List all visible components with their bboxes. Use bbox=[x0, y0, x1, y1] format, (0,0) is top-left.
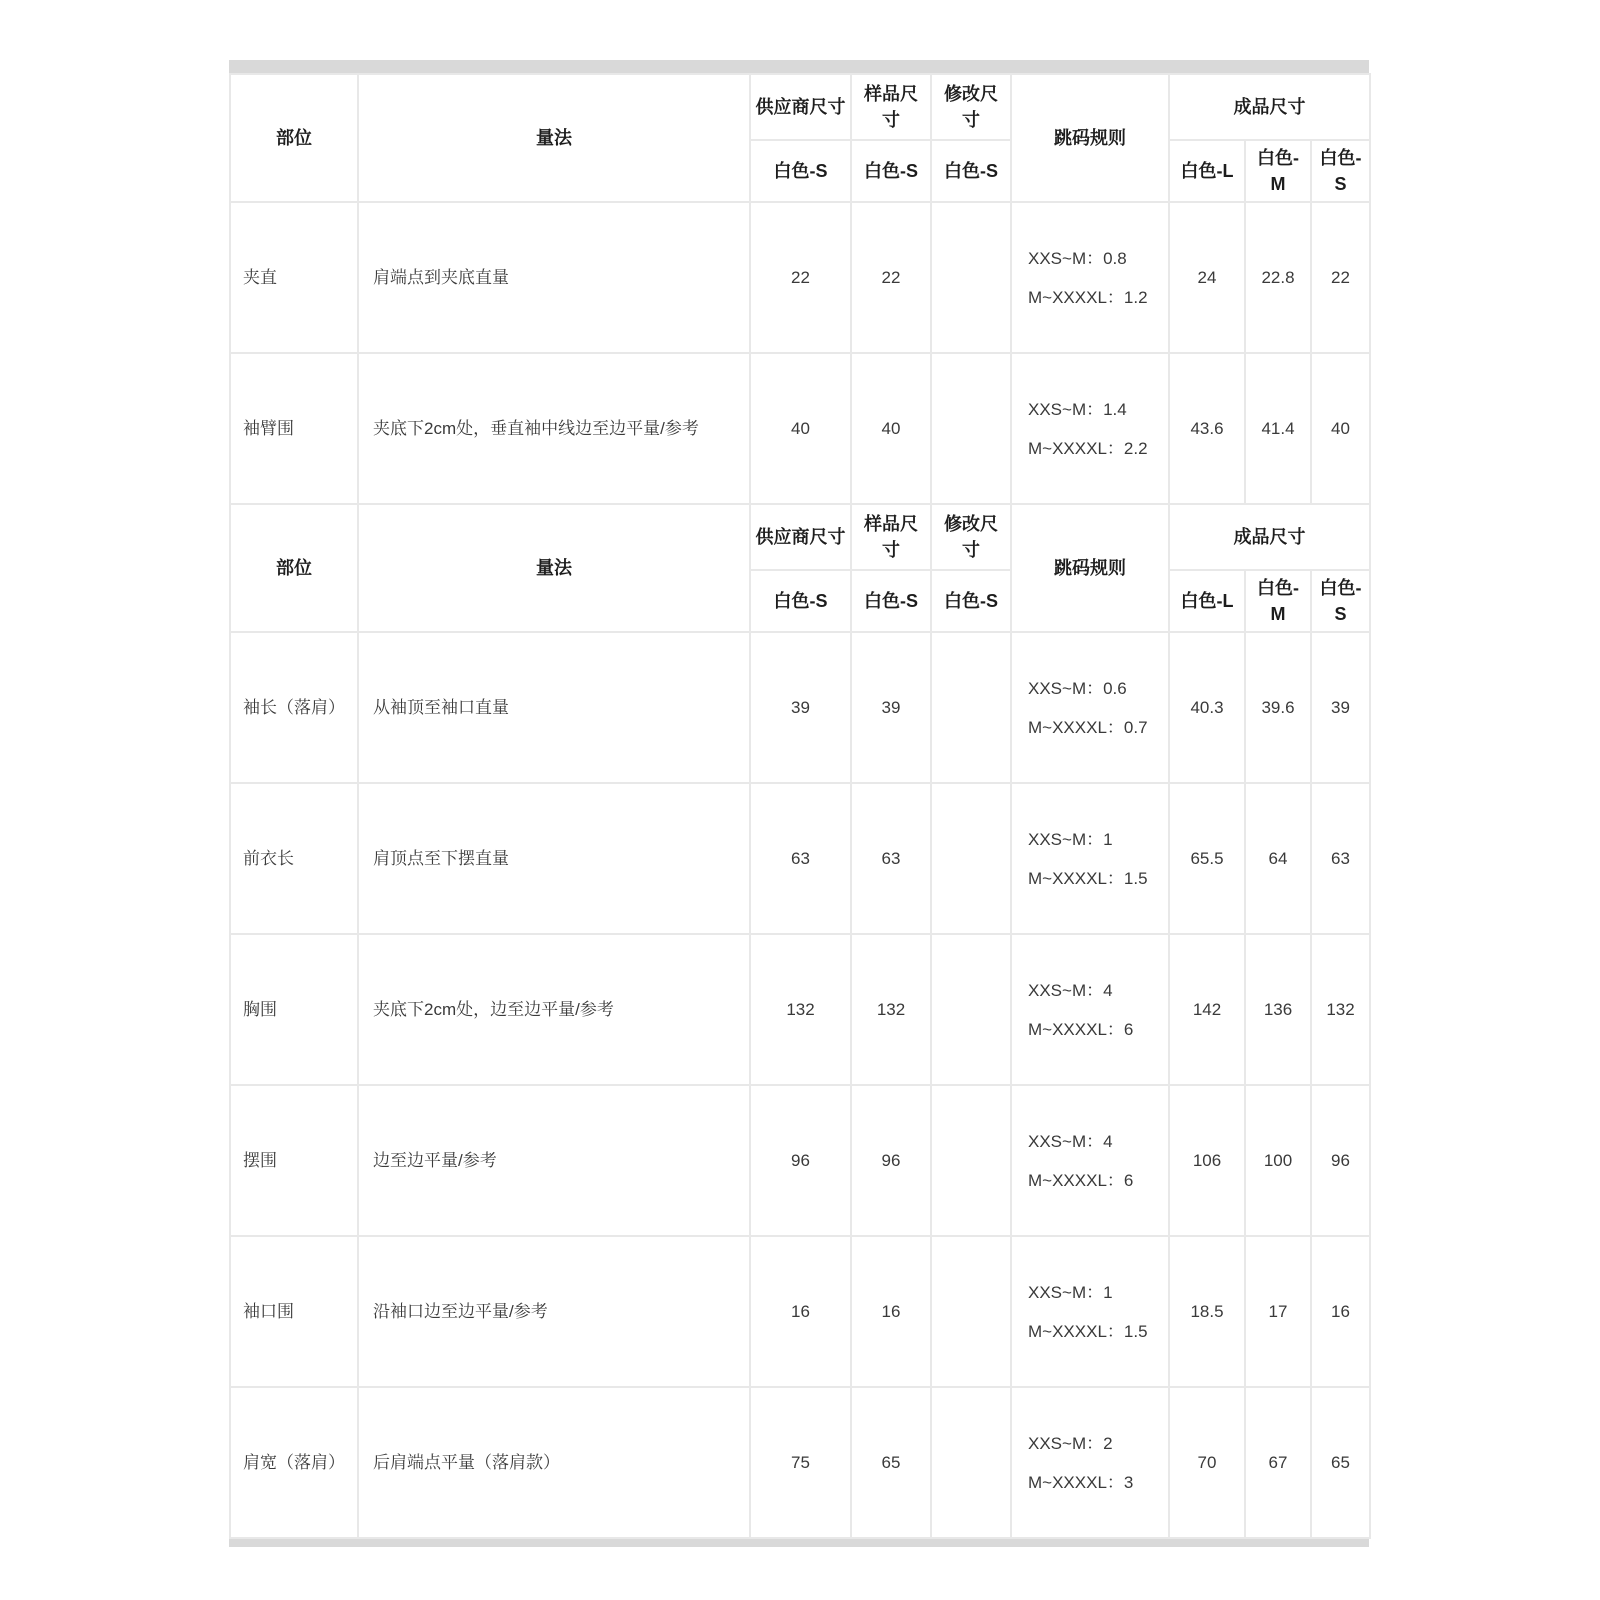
cell-grading-rule bbox=[1011, 1387, 1169, 1538]
table-row bbox=[230, 1236, 1370, 1387]
cell-method: 肩端点到夹底直量 bbox=[358, 202, 750, 353]
col-header-part: 部位 bbox=[230, 504, 358, 632]
grading-rule-line: XXS~M：0.8 bbox=[1028, 248, 1127, 268]
cell-sample-size: 65 bbox=[851, 1387, 931, 1538]
col-subheader-supplier-white-s: 白色-S bbox=[750, 570, 851, 632]
cell-part: 摆围 bbox=[230, 1085, 358, 1236]
cell-supplier-size: 96 bbox=[750, 1085, 851, 1236]
grading-rule-line: M~XXXXL：2.2 bbox=[1028, 438, 1148, 458]
grading-rule-line: M~XXXXL：0.7 bbox=[1028, 717, 1148, 737]
cell-finished-s: 22 bbox=[1311, 202, 1370, 353]
cell-grading-rule bbox=[1011, 1236, 1169, 1387]
cell-finished-l: 142 bbox=[1169, 934, 1245, 1085]
cell-finished-m: 39.6 bbox=[1245, 632, 1311, 783]
col-header-modify-size: 修改尺寸 bbox=[931, 504, 1011, 570]
col-subheader-finished-white-s: 白色-S bbox=[1311, 140, 1370, 202]
cell-method: 夹底下2cm处，垂直袖中线边至边平量/参考 bbox=[358, 353, 750, 504]
cell-finished-l: 43.6 bbox=[1169, 353, 1245, 504]
cell-finished-s: 132 bbox=[1311, 934, 1370, 1085]
header-row-1 bbox=[230, 504, 1370, 570]
cell-finished-s: 65 bbox=[1311, 1387, 1370, 1538]
grading-rule-line: XXS~M：1 bbox=[1028, 829, 1113, 849]
grading-rule-line: XXS~M：0.6 bbox=[1028, 678, 1127, 698]
col-subheader-finished-white-m: 白色-M bbox=[1245, 140, 1311, 202]
cell-method: 夹底下2cm处，边至边平量/参考 bbox=[358, 934, 750, 1085]
col-header-supplier-size: 供应商尺寸 bbox=[750, 504, 851, 570]
col-header-grading-rule: 跳码规则 bbox=[1011, 74, 1169, 202]
cell-part: 袖臂围 bbox=[230, 353, 358, 504]
cell-part: 袖口围 bbox=[230, 1236, 358, 1387]
cell-finished-m: 100 bbox=[1245, 1085, 1311, 1236]
table-row bbox=[230, 632, 1370, 783]
col-header-sample-size: 样品尺寸 bbox=[851, 504, 931, 570]
cell-sample-size: 22 bbox=[851, 202, 931, 353]
cell-finished-s: 96 bbox=[1311, 1085, 1370, 1236]
grading-rule-line: XXS~M：4 bbox=[1028, 980, 1113, 1000]
cell-supplier-size: 22 bbox=[750, 202, 851, 353]
cell-grading-rule bbox=[1011, 202, 1169, 353]
cell-grading-rule bbox=[1011, 353, 1169, 504]
grading-rule-line: M~XXXXL：1.5 bbox=[1028, 868, 1148, 888]
table-row bbox=[230, 783, 1370, 934]
table-top-strip bbox=[229, 60, 1369, 73]
col-subheader-modify-white-s: 白色-S bbox=[931, 570, 1011, 632]
cell-finished-l: 18.5 bbox=[1169, 1236, 1245, 1387]
cell-finished-m: 136 bbox=[1245, 934, 1311, 1085]
cell-supplier-size: 39 bbox=[750, 632, 851, 783]
cell-grading-rule bbox=[1011, 783, 1169, 934]
cell-supplier-size: 132 bbox=[750, 934, 851, 1085]
cell-sample-size: 63 bbox=[851, 783, 931, 934]
col-subheader-finished-white-s: 白色-S bbox=[1311, 570, 1370, 632]
cell-finished-l: 24 bbox=[1169, 202, 1245, 353]
cell-finished-m: 64 bbox=[1245, 783, 1311, 934]
cell-finished-l: 65.5 bbox=[1169, 783, 1245, 934]
grading-rule-line: XXS~M：4 bbox=[1028, 1131, 1113, 1151]
col-header-method: 量法 bbox=[358, 74, 750, 202]
cell-finished-l: 106 bbox=[1169, 1085, 1245, 1236]
table-row bbox=[230, 1387, 1370, 1538]
col-subheader-sample-white-s: 白色-S bbox=[851, 140, 931, 202]
cell-sample-size: 40 bbox=[851, 353, 931, 504]
cell-part: 胸围 bbox=[230, 934, 358, 1085]
cell-sample-size: 39 bbox=[851, 632, 931, 783]
cell-modify-size bbox=[931, 783, 1011, 934]
header-row-1 bbox=[230, 74, 1370, 140]
cell-supplier-size: 63 bbox=[750, 783, 851, 934]
cell-part: 前衣长 bbox=[230, 783, 358, 934]
cell-grading-rule bbox=[1011, 1085, 1169, 1236]
cell-finished-s: 39 bbox=[1311, 632, 1370, 783]
cell-modify-size bbox=[931, 1085, 1011, 1236]
col-subheader-finished-white-l: 白色-L bbox=[1169, 140, 1245, 202]
cell-supplier-size: 75 bbox=[750, 1387, 851, 1538]
cell-finished-s: 40 bbox=[1311, 353, 1370, 504]
cell-method: 边至边平量/参考 bbox=[358, 1085, 750, 1236]
cell-finished-m: 17 bbox=[1245, 1236, 1311, 1387]
grading-rule-line: XXS~M：2 bbox=[1028, 1433, 1113, 1453]
table-row bbox=[230, 353, 1370, 504]
cell-part: 肩宽（落肩） bbox=[230, 1387, 358, 1538]
cell-method: 后肩端点平量（落肩款） bbox=[358, 1387, 750, 1538]
table-row bbox=[230, 202, 1370, 353]
cell-supplier-size: 16 bbox=[750, 1236, 851, 1387]
col-header-modify-size: 修改尺寸 bbox=[931, 74, 1011, 140]
cell-method: 肩顶点至下摆直量 bbox=[358, 783, 750, 934]
cell-finished-s: 16 bbox=[1311, 1236, 1370, 1387]
cell-method: 沿袖口边至边平量/参考 bbox=[358, 1236, 750, 1387]
col-header-finished-size: 成品尺寸 bbox=[1169, 74, 1370, 140]
table-row bbox=[230, 1085, 1370, 1236]
table-bottom-strip bbox=[229, 1539, 1369, 1547]
cell-modify-size bbox=[931, 353, 1011, 504]
cell-modify-size bbox=[931, 1236, 1011, 1387]
cell-modify-size bbox=[931, 202, 1011, 353]
col-header-sample-size: 样品尺寸 bbox=[851, 74, 931, 140]
col-header-part: 部位 bbox=[230, 74, 358, 202]
col-header-supplier-size: 供应商尺寸 bbox=[750, 74, 851, 140]
cell-sample-size: 132 bbox=[851, 934, 931, 1085]
cell-finished-m: 22.8 bbox=[1245, 202, 1311, 353]
cell-finished-l: 70 bbox=[1169, 1387, 1245, 1538]
cell-part: 夹直 bbox=[230, 202, 358, 353]
cell-supplier-size: 40 bbox=[750, 353, 851, 504]
grading-rule-line: M~XXXXL：6 bbox=[1028, 1170, 1134, 1190]
grading-rule-line: XXS~M：1 bbox=[1028, 1282, 1113, 1302]
cell-sample-size: 16 bbox=[851, 1236, 931, 1387]
cell-finished-l: 40.3 bbox=[1169, 632, 1245, 783]
cell-finished-m: 41.4 bbox=[1245, 353, 1311, 504]
size-spec-table bbox=[229, 60, 1369, 1547]
cell-grading-rule bbox=[1011, 934, 1169, 1085]
grading-rule-line: M~XXXXL：3 bbox=[1028, 1472, 1134, 1492]
grading-rule-line: XXS~M：1.4 bbox=[1028, 399, 1127, 419]
cell-finished-m: 67 bbox=[1245, 1387, 1311, 1538]
col-subheader-modify-white-s: 白色-S bbox=[931, 140, 1011, 202]
col-header-finished-size: 成品尺寸 bbox=[1169, 504, 1370, 570]
grading-rule-line: M~XXXXL：1.2 bbox=[1028, 287, 1148, 307]
cell-sample-size: 96 bbox=[851, 1085, 931, 1236]
col-subheader-sample-white-s: 白色-S bbox=[851, 570, 931, 632]
spec-table bbox=[229, 73, 1371, 1539]
cell-modify-size bbox=[931, 934, 1011, 1085]
grading-rule-line: M~XXXXL：1.5 bbox=[1028, 1321, 1148, 1341]
table-row bbox=[230, 934, 1370, 1085]
col-subheader-finished-white-l: 白色-L bbox=[1169, 570, 1245, 632]
cell-part: 袖长（落肩） bbox=[230, 632, 358, 783]
col-header-grading-rule: 跳码规则 bbox=[1011, 504, 1169, 632]
cell-modify-size bbox=[931, 632, 1011, 783]
col-header-method: 量法 bbox=[358, 504, 750, 632]
cell-grading-rule bbox=[1011, 632, 1169, 783]
grading-rule-line: M~XXXXL：6 bbox=[1028, 1019, 1134, 1039]
col-subheader-supplier-white-s: 白色-S bbox=[750, 140, 851, 202]
cell-method: 从袖顶至袖口直量 bbox=[358, 632, 750, 783]
cell-modify-size bbox=[931, 1387, 1011, 1538]
col-subheader-finished-white-m: 白色-M bbox=[1245, 570, 1311, 632]
cell-finished-s: 63 bbox=[1311, 783, 1370, 934]
